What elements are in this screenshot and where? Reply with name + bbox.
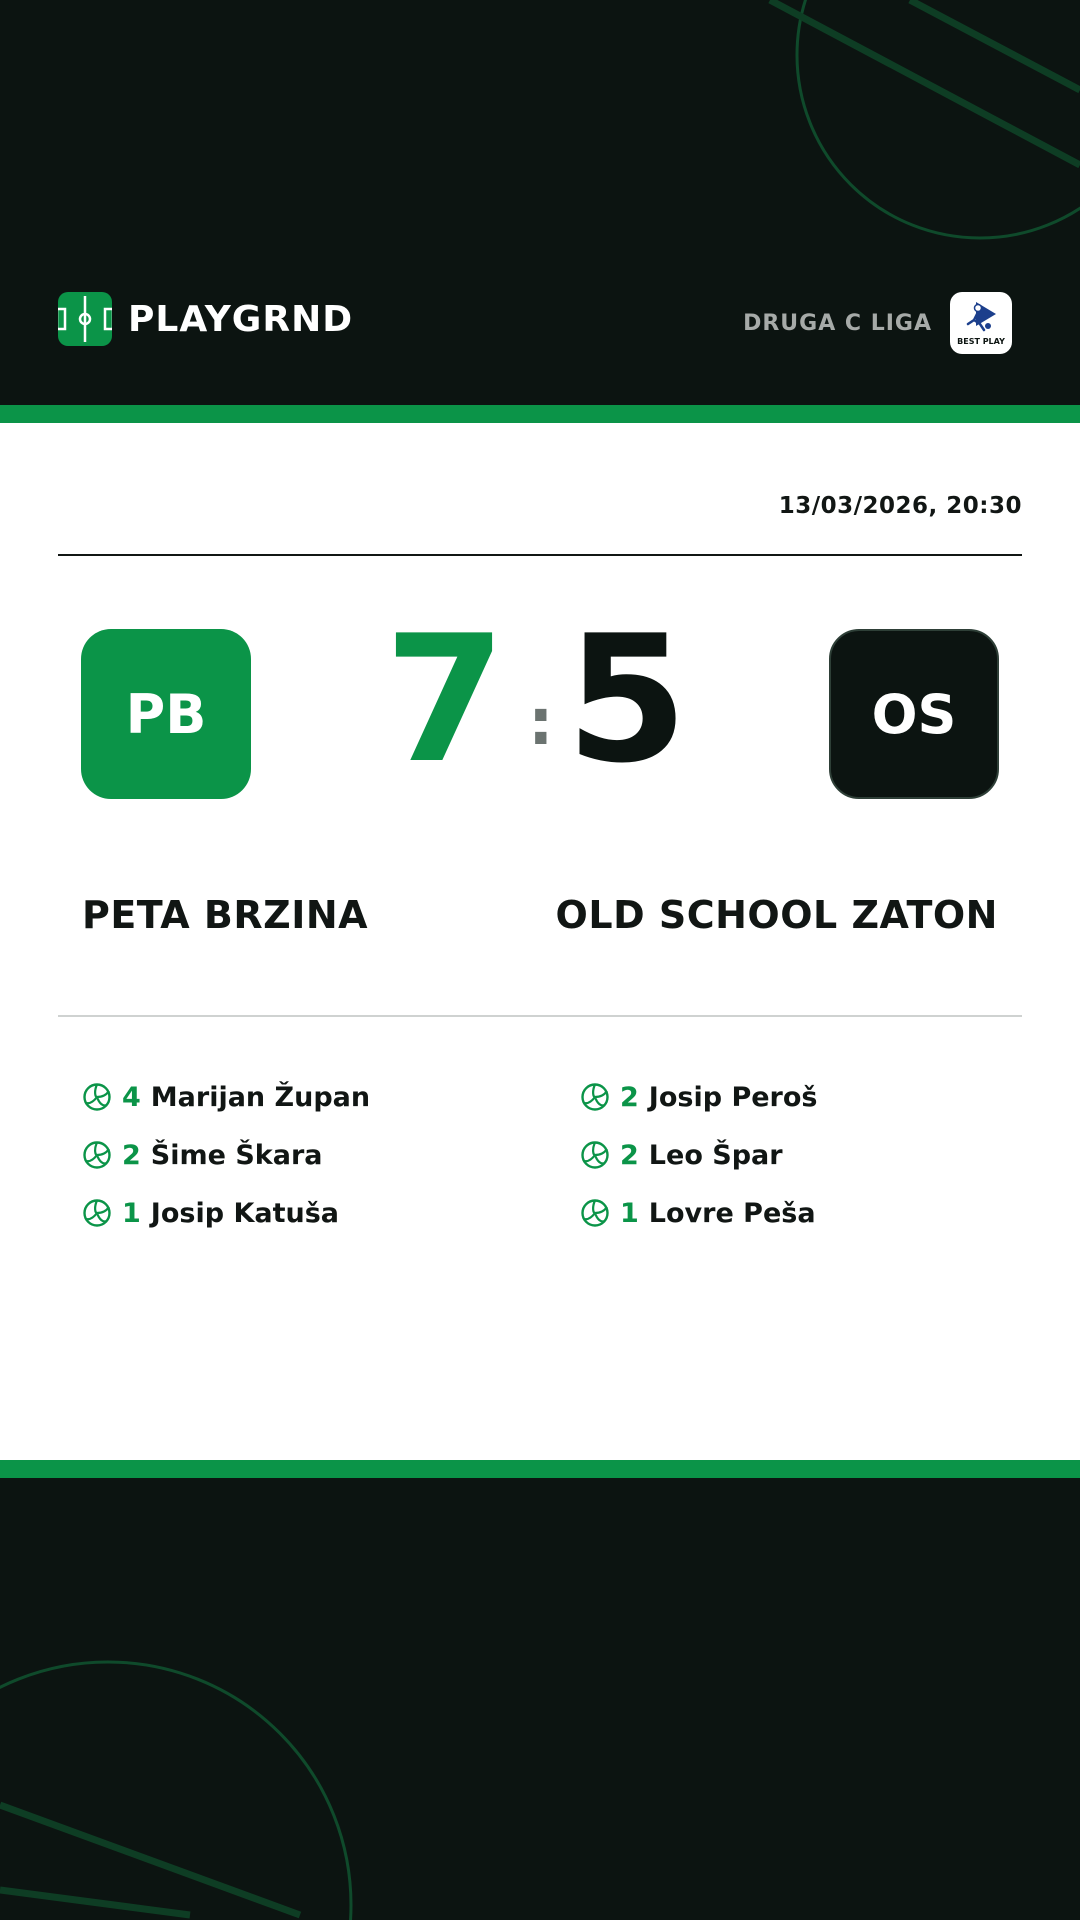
scorer-item [580, 1126, 817, 1184]
bottom-accent-stripe [0, 1460, 1080, 1478]
app-brand [58, 292, 353, 346]
away-team-badge: OS [829, 629, 999, 799]
league-info [743, 292, 1012, 354]
volleyball-icon [82, 1198, 112, 1228]
scorer-name: Marijan Župan [150, 1081, 371, 1113]
volleyball-icon [580, 1140, 610, 1170]
scorer-item [82, 1126, 370, 1184]
top-accent-stripe [0, 405, 1080, 423]
app-name: PLAYGRND [128, 298, 354, 340]
divider [58, 1015, 1022, 1017]
league-logo [950, 292, 1012, 354]
divider [58, 554, 1022, 556]
home-team-badge: PB [81, 629, 251, 799]
away-team-name: OLD SCHOOL ZATON [555, 893, 998, 937]
away-scorers-list [580, 1068, 817, 1242]
goal-count: 4 [122, 1081, 141, 1113]
home-score: 7 [384, 599, 506, 802]
score-separator: : [528, 686, 554, 760]
goal-count: 2 [122, 1139, 141, 1171]
scorer-name: Josip Katuša [150, 1197, 340, 1229]
match-card [0, 423, 1080, 1460]
player-kick-icon [964, 300, 998, 332]
scorer-name: Lovre Peša [648, 1197, 816, 1229]
football-pitch-icon [58, 292, 112, 346]
league-logo-text: BEST PLAY [957, 337, 1005, 346]
goal-count: 1 [122, 1197, 141, 1229]
scorer-name: Šime Škara [150, 1139, 323, 1171]
scorer-item [82, 1068, 370, 1126]
scorer-item [82, 1184, 370, 1242]
home-team-name: PETA BRZINA [82, 893, 369, 937]
scorer-item [580, 1068, 817, 1126]
goal-count: 1 [620, 1197, 639, 1229]
volleyball-icon [82, 1082, 112, 1112]
volleyball-icon [580, 1198, 610, 1228]
home-scorers-list [82, 1068, 370, 1242]
volleyball-icon [82, 1140, 112, 1170]
scorer-item [580, 1184, 817, 1242]
scorer-name: Leo Špar [648, 1139, 783, 1171]
volleyball-icon [580, 1082, 610, 1112]
away-score: 5 [566, 599, 688, 802]
scorer-name: Josip Peroš [648, 1081, 818, 1113]
goal-count: 2 [620, 1139, 639, 1171]
goal-count: 2 [620, 1081, 639, 1113]
match-datetime: 13/03/2026, 20:30 [778, 493, 1022, 519]
league-name: DRUGA C LIGA [743, 310, 932, 336]
